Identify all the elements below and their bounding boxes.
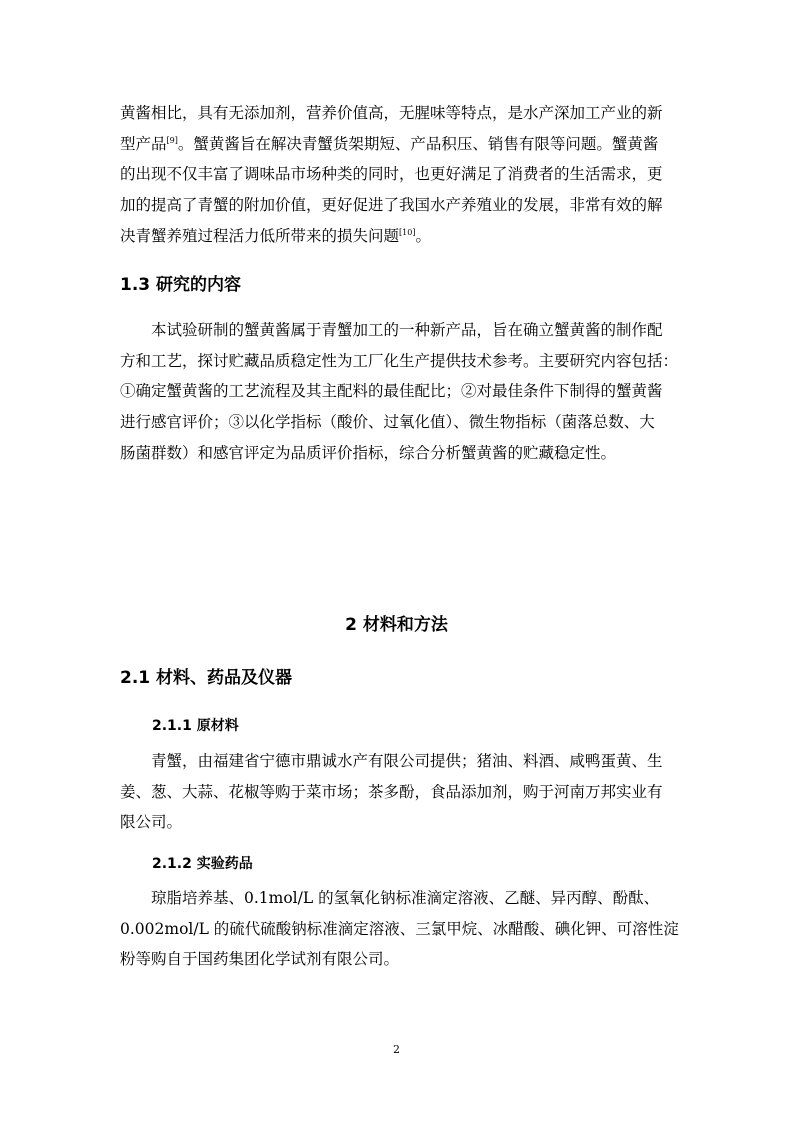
- section-2-1-2-paragraph: [120, 883, 679, 975]
- text-segment: 决青蟹养殖过程活力低所带来的损失问题: [120, 226, 400, 245]
- text-line: 肠菌群数）和感官评定为品质评价指标，综合分析蟹黄酱的贮藏稳定性。: [120, 443, 617, 462]
- text-segment: 。: [415, 226, 431, 245]
- page-number: 2: [393, 1043, 400, 1056]
- text-line: 琼脂培养基、0.1mol/L 的氢氧化钠标准滴定溶液、乙醚、异丙醇、酚酞、: [151, 889, 660, 907]
- text-line: 粉等购自于国药集团化学试剂有限公司。: [120, 950, 400, 969]
- text-line: [120, 221, 674, 252]
- intro-paragraph: [120, 98, 674, 251]
- citation-ref: [10]: [399, 227, 416, 237]
- chapter-heading-2: 2 材料和方法: [345, 615, 448, 635]
- text-line: [120, 129, 674, 160]
- text-line: 姜、葱、大蒜、花椒等购于菜市场；茶多酚，食品添加剂，购于河南万邦实业有: [120, 782, 663, 801]
- text-line: 青蟹，由福建省宁德市鼎诚水产有限公司提供；猪油、料酒、咸鸭蛋黄、生: [151, 752, 663, 770]
- text-segment: 。蟹黄酱旨在解决青蟹货架期短、产品积压、销售有限等问题。蟹黄酱: [177, 134, 659, 153]
- text-line: 方和工艺，探讨贮藏品质稳定性为工厂化生产提供技术参考。主要研究内容包括：: [120, 351, 679, 370]
- text-line: 进行感官评价；③以化学指标（酸价、过氧化值）、微生物指标（菌落总数、大: [120, 413, 655, 432]
- text-line: ①确定蟹黄酱的工艺流程及其主配料的最佳配比；②对最佳条件下制得的蟹黄酱: [120, 382, 663, 401]
- text-line: 加的提高了青蟹的附加价值，更好促进了我国水产养殖业的发展，非常有效的解: [120, 196, 663, 215]
- section-heading-2-1: 2.1 材料、药品及仪器: [120, 668, 293, 688]
- section-1-3-paragraph: [120, 315, 679, 468]
- subsection-heading-2-1-2: 2.1.2 实验药品: [152, 856, 253, 872]
- text-line: 黄酱相比，具有无添加剂，营养价值高，无腥味等特点，是水产深加工产业的新: [120, 104, 663, 122]
- text-line: 本试验研制的蟹黄酱属于青蟹加工的一种新产品，旨在确立蟹黄酱的制作配: [151, 321, 663, 339]
- subsection-heading-2-1-1: 2.1.1 原材料: [152, 718, 239, 734]
- section-heading-1-3: 1.3 研究的内容: [120, 275, 242, 295]
- text-line: 的出现不仅丰富了调味品市场种类的同时，也更好满足了消费者的生活需求，更: [120, 165, 663, 184]
- text-line: 0.002mol/L 的硫代硫酸钠标准滴定溶液、三氯甲烷、冰醋酸、碘化钾、可溶性淀: [120, 919, 679, 938]
- text-segment: 型产品: [120, 134, 167, 153]
- citation-ref: [9]: [166, 135, 178, 145]
- section-2-1-1-paragraph: [120, 746, 674, 838]
- text-line: 限公司。: [120, 813, 183, 832]
